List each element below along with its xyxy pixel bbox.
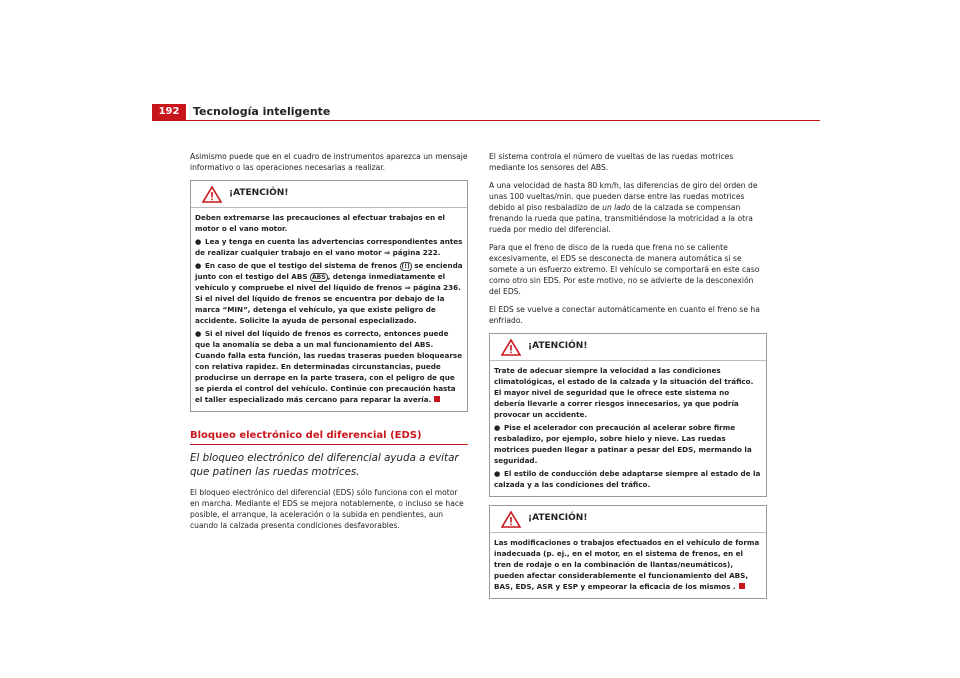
- warning-header: [191, 181, 467, 208]
- left-column: [190, 151, 468, 538]
- right-column: [489, 151, 767, 607]
- bullet-icon: ●: [494, 469, 501, 478]
- warning-box-3: [489, 505, 767, 599]
- end-mark-icon: [739, 583, 745, 589]
- warning-text: Deben extremarse las precauciones al efectuar trabajos en el motor o el vano motor.: [195, 213, 445, 233]
- bullet-icon: ●: [494, 423, 501, 432]
- section-subtitle: El bloqueo electrónico del diferencial ayuda a evitar que patinen las ruedas motrices.: [190, 452, 459, 478]
- warning-header: [490, 506, 766, 533]
- header-divider: [152, 120, 820, 121]
- intro-paragraph: Asimismo puede que en el cuadro de instrumentos aparezca un mensaje informativo o las operaciones necesarias a realizar.: [190, 152, 468, 172]
- warning-body: [191, 208, 467, 411]
- warning-bullet: ● Si el nivel del líquido de frenos es correcto, entonces puede que la anomalía se deba a un mal funcionamiento del ABS. Cuando falla esta función, las ruedas traseras pueden bloquearse con relativa rapidez. En determinadas circunstancias, puede producirse un derrape en la parte trasera, con el peligro de que se pierda el control del vehículo. Continúe con precaución hasta el taller especializado más cercano para reparar la avería.: [195, 329, 463, 404]
- warning-bullet: ● En caso de que el testigo del sistema de frenos (!) se encienda junto con el testigo del ABS ABS , detenga inmediatamente el vehículo y compruebe el nivel del líquido de frenos ⇒ página 236. Si el nivel del líquido de frenos se encuentra por debajo de la marca “MIN”, detenga el vehículo, ya que existe peligro de accidente. Solicite la ayuda de personal especializado.: [195, 261, 463, 325]
- warning-triangle-icon: [501, 339, 521, 356]
- warning-text: Las modificaciones o trabajos efectuados en el vehículo de forma inadecuada (p. ej., en el motor, en el sistema de frenos, en el tren de rodaje o en la combinación de llantas/neumáticos), pueden afectar considerablemente el funcionamiento del ABS, BAS, EDS, ASR y ESP y empeorar la eficacia de los mismos .: [494, 538, 760, 591]
- warning-triangle-icon: [202, 186, 222, 203]
- paragraph: El sistema controla el número de vueltas de las ruedas motrices mediante los sensores del ABS.: [489, 152, 734, 172]
- end-mark-icon: [434, 396, 440, 402]
- warning-box-1: [190, 180, 468, 412]
- warning-header: [490, 334, 766, 361]
- warning-box-2: [489, 333, 767, 497]
- warning-text: Trate de adecuar siempre la velocidad a las condiciones climatológicas, el estado de la calzada y la situación del tráfico. El mayor nivel de seguridad que le ofrece este sistema no debería llevarle a correr riesgos innecesarios, ya que podría provocar un accidente.: [494, 366, 754, 419]
- warning-bullet: ● El estilo de conducción debe adaptarse siempre al estado de la calzada y a las condiciones del tráfico.: [494, 469, 761, 489]
- bullet-icon: ●: [195, 261, 202, 270]
- section-title: Bloqueo electrónico del diferencial (EDS): [190, 430, 468, 445]
- warning-bullet: ● Lea y tenga en cuenta las advertencias correspondientes antes de realizar cualquier trabajo en el vano motor ⇒ página 222.: [195, 237, 463, 257]
- warning-body: [490, 361, 766, 496]
- paragraph: A una velocidad de hasta 80 km/h, las diferencias de giro del orden de unas 100 vueltas/min. que pueden darse entre las ruedas motrices debido al piso resbaladizo de un lado de la calzada se compensan frenando la rueda que patina, transmitiéndose la motricidad a la otra rueda por medio del diferencial.: [489, 181, 758, 234]
- warning-body: [490, 533, 766, 598]
- warning-title: ¡ATENCIÓN!: [229, 188, 289, 198]
- page-number: 192: [152, 104, 186, 120]
- bullet-icon: ●: [195, 329, 202, 338]
- page-header-title: Tecnología inteligente: [193, 105, 331, 118]
- paragraph: El EDS se vuelve a conectar automáticamente en cuanto el freno se ha enfriado.: [489, 305, 760, 325]
- bullet-icon: ●: [195, 237, 202, 246]
- warning-title: ¡ATENCIÓN!: [528, 341, 588, 351]
- abs-warning-icon: ABS: [312, 273, 326, 281]
- brake-warning-icon: (!): [401, 262, 410, 270]
- warning-bullet: ● Pise el acelerador con precaución al acelerar sobre firme resbaladizo, por ejemplo, sobre hielo y nieve. Las ruedas motrices pueden llegar a patinar a pesar del EDS, mermando la seguridad.: [494, 423, 752, 465]
- warning-title: ¡ATENCIÓN!: [528, 513, 588, 523]
- paragraph: Para que el freno de disco de la rueda que frena no se caliente excesivamente, el EDS se desconecta de manera automática si se somete a un esfuerzo extremo. El vehículo se comportará en este caso como otro sin EDS. Por este motivo, no se advierte de la desconexión del EDS.: [489, 243, 760, 296]
- warning-triangle-icon: [501, 511, 521, 528]
- section-body: El bloqueo electrónico del diferencial (EDS) sólo funciona con el motor en marcha. Mediante el EDS se mejora notablemente, o incluso se hace posible, el arranque, la aceleración o la subida en pendientes, aun cuando la calzada presenta condiciones desfavorables.: [190, 488, 464, 530]
